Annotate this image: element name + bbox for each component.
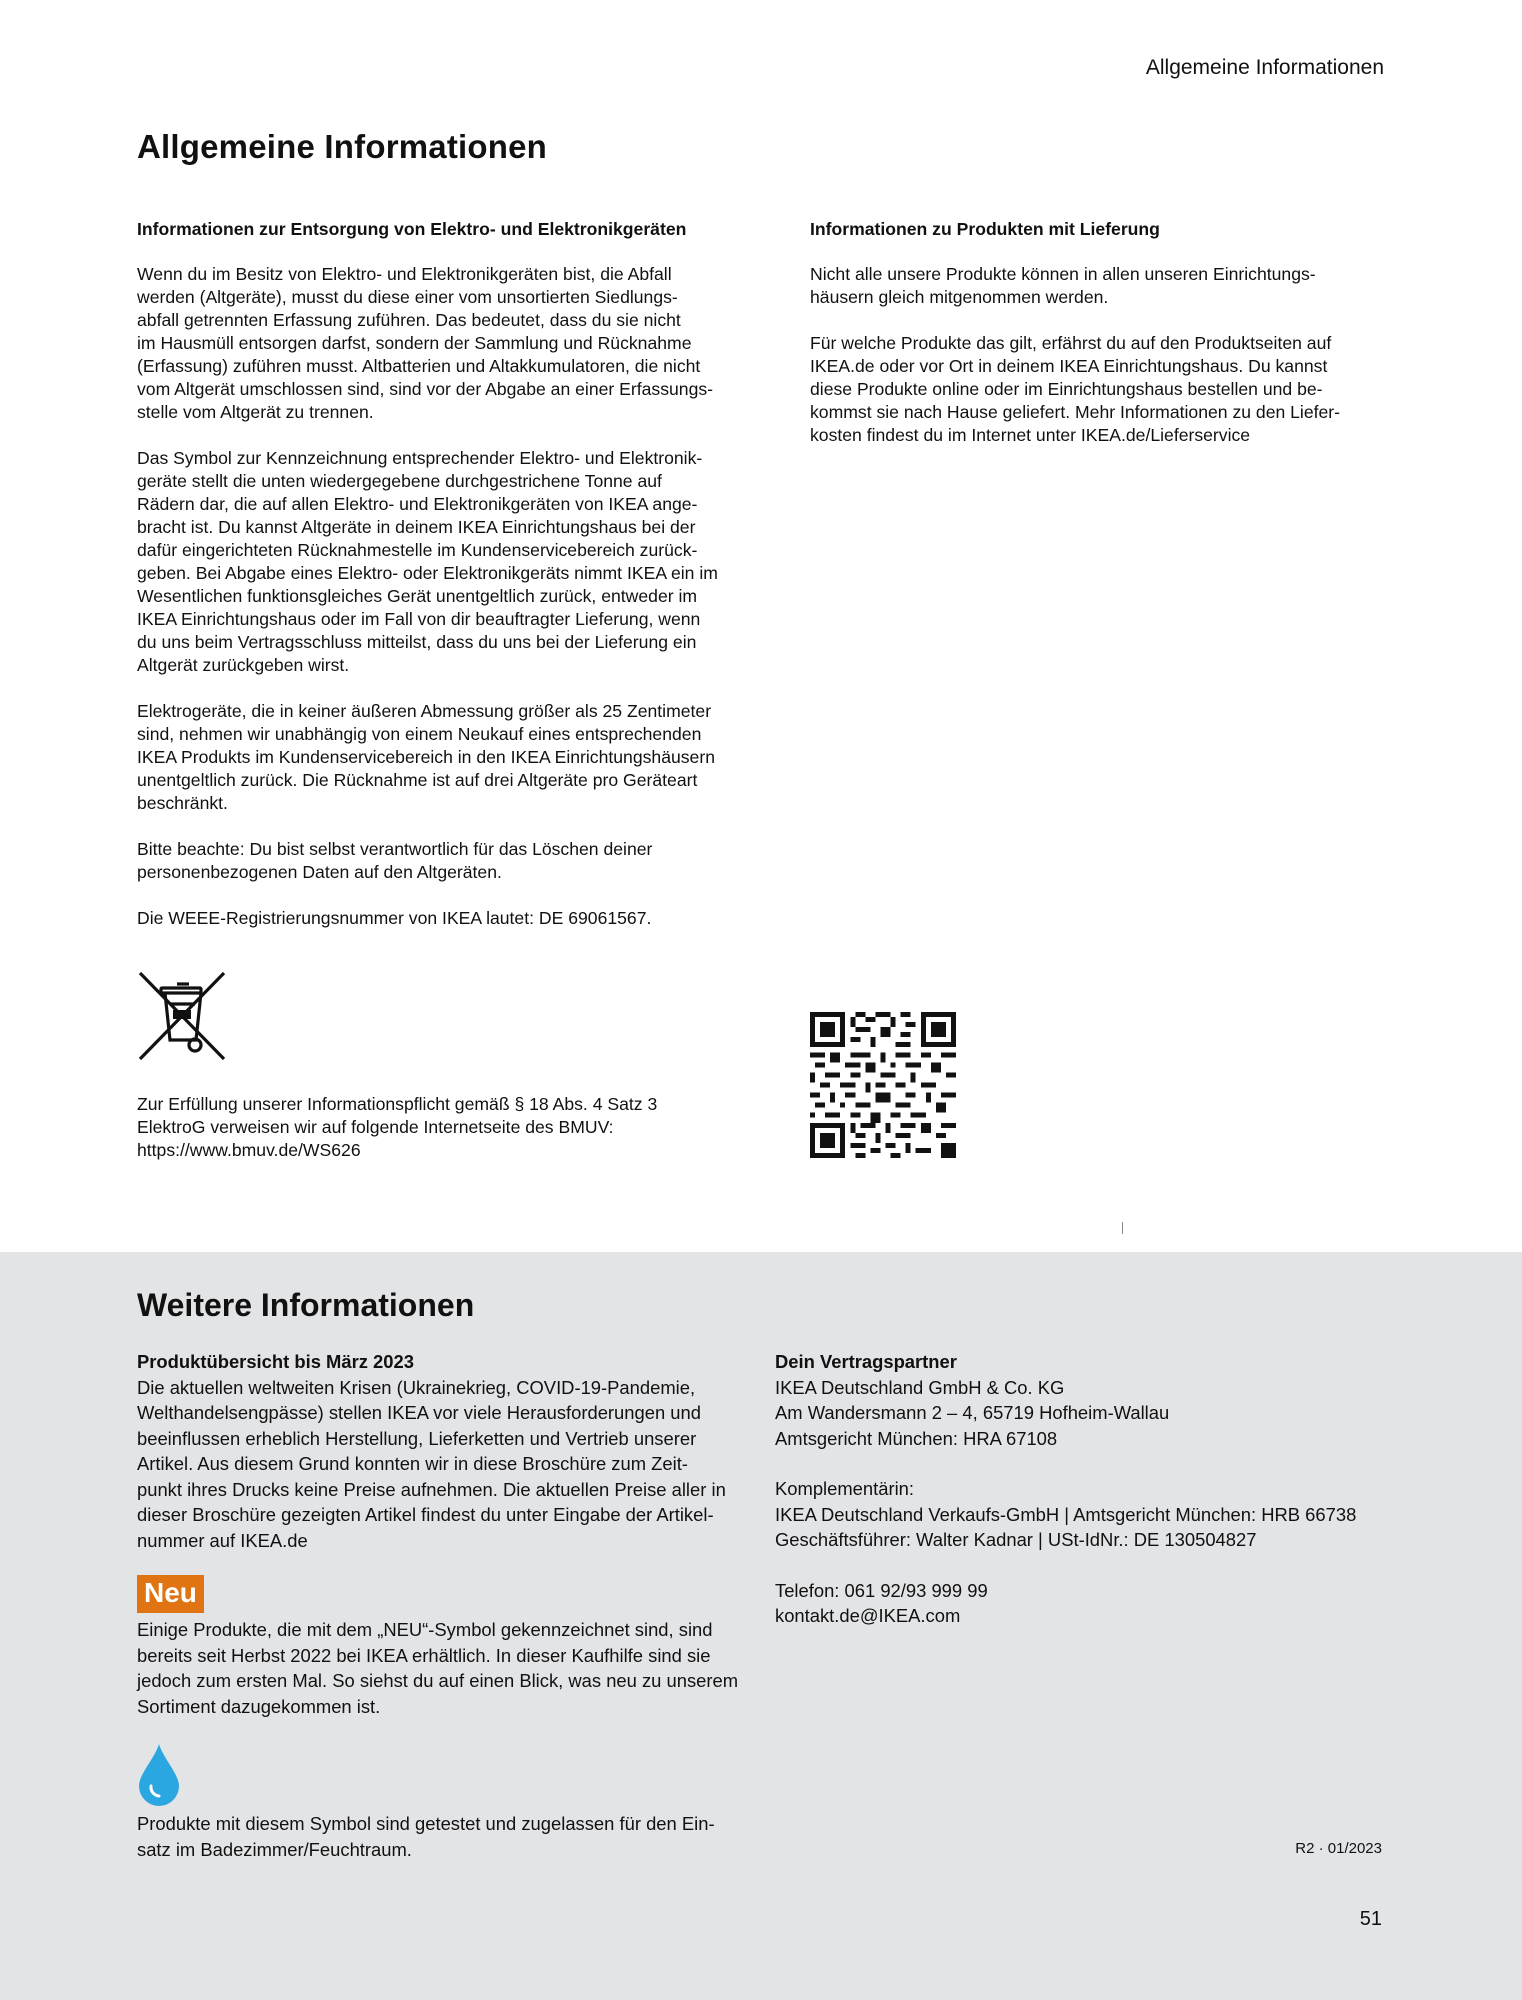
neu-badge: Neu — [137, 1575, 204, 1613]
delivery-paragraph: Nicht alle unsere Produkte können in allen unseren Einrichtungs- häusern gleich mitgenommen werden. — [810, 264, 1316, 307]
crossed-out-wheelie-bin-icon — [137, 970, 227, 1062]
drop-symbol-text: Produkte mit diesem Symbol sind getestet und zugelassen für den Ein- satz im Badezimmer/Feuchtraum. — [137, 1813, 715, 1860]
delivery-section — [810, 218, 1390, 470]
complement-info: Komplementärin: IKEA Deutschland Verkaufs-GmbH | Amtsgericht München: HRB 66738 Geschäftsführer: Walter Kadnar | USt-IdNr.: DE 130504827 — [775, 1478, 1357, 1550]
further-information-section — [0, 1252, 1522, 2000]
weee-number-paragraph: Die WEEE-Registrierungsnummer von IKEA lautet: DE 69061567. — [137, 908, 652, 928]
overview-title: Produktübersicht bis März 2023 — [137, 1351, 414, 1372]
qr-code-icon[interactable] — [810, 1012, 956, 1158]
contract-partner-block — [775, 1349, 1415, 1629]
revision-label: R2 · 01/2023 — [1295, 1840, 1382, 1857]
further-title: Weitere Informationen — [137, 1287, 475, 1323]
running-header: Allgemeine Informationen — [1145, 56, 1384, 79]
contact-info[interactable]: Telefon: 061 92/93 999 99 kontakt.de@IKEA.com — [775, 1579, 988, 1626]
water-drop-icon — [137, 1742, 181, 1806]
partner-address: IKEA Deutschland GmbH & Co. KG Am Wandersmann 2 – 4, 65719 Hofheim-Wallau Amtsgericht München: HRA 67108 — [775, 1376, 1170, 1449]
divider-tick — [1122, 1222, 1123, 1234]
delivery-title: Informationen zu Produkten mit Lieferung — [810, 219, 1160, 239]
disposal-paragraph: Elektrogeräte, die in keiner äußeren Abmessung größer als 25 Zentimeter sind, nehmen wir unabhängig von einem Neukauf eines entsprechenden IKEA Produkts im Kundenservicebereich in den IKEA Einrichtungshäusern unentgeltlich zurück. Die Rücknahme ist auf drei Altgeräte pro Geräteart beschränkt. — [137, 701, 715, 813]
page-title: Allgemeine Informationen — [137, 128, 548, 165]
delivery-paragraph: Für welche Produkte das gilt, erfährst du auf den Produktseiten auf IKEA.de oder vor Ort in deinem IKEA Einrichtungshaus. Du kannst diese Produkte online oder im Einrichtungshaus bestellen und be- kommst sie nach Hause geliefert. Mehr Informationen zu den Liefer- kosten findest du im Internet unter IKEA.de/Lieferservice — [810, 333, 1341, 445]
overview-text: Die aktuellen weltweiten Krisen (Ukrainekrieg, COVID-19-Pandemie, Welthandelsengpässe) stellen IKEA vor viele Herausforderungen und beeinflussen erheblich Herstellung, Lieferketten und Vertrieb unserer Artikel. Aus diesem Grund konnten wir in diese Broschüre zum Zeit- punkt ihres Drucks keine Preise aufnehmen. Die aktuellen Preise aller in dieser Broschüre gezeigten Artikel findest du unter Eingabe der Artikel- nummer auf IKEA.de — [137, 1376, 726, 1551]
disposal-paragraph: Bitte beachte: Du bist selbst verantwortlich für das Löschen deiner personenbezogenen Daten auf den Altgeräten. — [137, 839, 653, 882]
disposal-title: Informationen zur Entsorgung von Elektro- und Elektronikgeräten — [137, 219, 687, 239]
disposal-section — [137, 218, 757, 953]
page-number: 51 — [1359, 1908, 1382, 1930]
disposal-paragraph: Wenn du im Besitz von Elektro- und Elektronikgeräten bist, die Abfall werden (Altgeräte), musst du diese einer vom unsortierten Siedlungs- abfall getrennten Erfassung zuführen. Das bedeutet, dass du sie nicht im Hausmüll entsorgen darfst, sondern der Sammlung und Rücknahme (Erfassung) zuführen musst. Altbatterien und Altakkumulatoren, die nicht vom Altgerät umschlossen sind, sind vor der Abgabe an einer Erfassungs- stelle vom Altgerät zu trennen. — [137, 264, 714, 422]
bmuv-note: Zur Erfüllung unserer Informationspflicht gemäß § 18 Abs. 4 Satz 3 ElektroG verweisen wir auf folgende Internetseite des BMUV: https://www.bmuv.de/WS626 — [137, 1094, 658, 1160]
neu-text: Einige Produkte, die mit dem „NEU“-Symbol gekennzeichnet sind, sind bereits seit Herbst 2022 bei IKEA erhältlich. In dieser Kaufhilfe sind sie jedoch zum ersten Mal. So siehst du auf einen Blick, was neu zu unserem Sortiment dazugekommen ist. — [137, 1619, 739, 1717]
disposal-paragraph: Das Symbol zur Kennzeichnung entsprechender Elektro- und Elektronik- geräte stellt die unten wiedergegebene durchgestrichene Tonne auf Rädern dar, die auf allen Elektro- und Elektronikgeräten von IKEA ange- bracht ist. Du kannst Altgeräte in deinem IKEA Einrichtungshaus bei der dafür eingerichteten Rücknahmestelle im Kundenservicebereich zurück- geben. Bei Abgabe eines Elektro- oder Elektronikgeräts nimmt IKEA ein im Wesentlichen funktionsgleiches Gerät unentgeltlich zurück, entweder im IKEA Einrichtungshaus oder im Fall von dir beauftragter Lieferung, wenn du uns beim Vertragsschluss mitteilst, dass du uns bei der Lieferung ein Altgerät zurückgeben wirst. — [137, 448, 718, 675]
overview-block — [137, 1349, 757, 1553]
partner-title: Dein Vertragspartner — [775, 1351, 957, 1372]
